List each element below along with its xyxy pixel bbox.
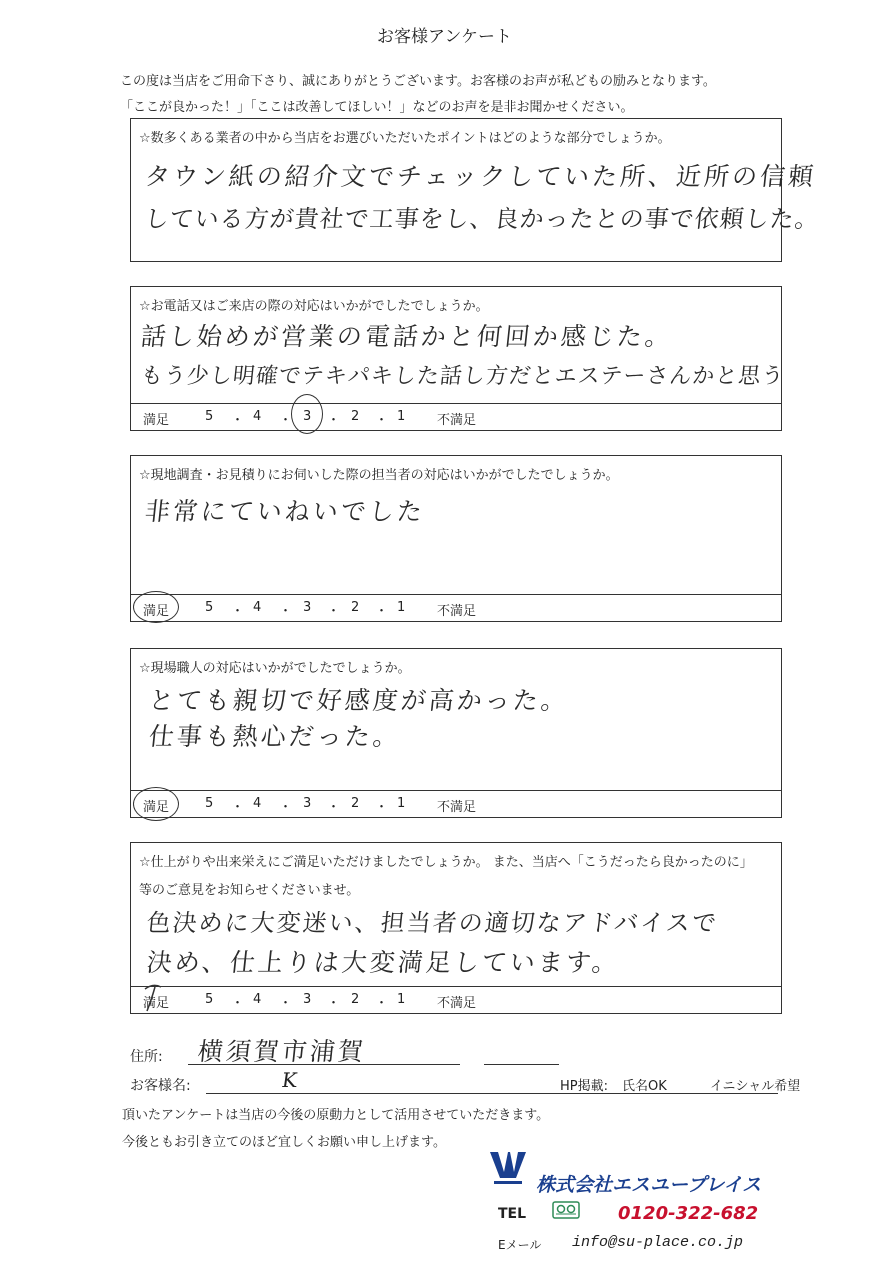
question-3-text: ☆現地調査・お見積りにお伺いした際の担当者の対応はいかがでしたでしょうか。: [139, 468, 619, 483]
footer-line-1: 頂いたアンケートは当店の今後の原動力として活用させていただきます。: [122, 1108, 550, 1123]
rating-dissatisfied-label: 不満足: [437, 604, 477, 619]
rating-satisfied-label: 満足: [143, 604, 170, 619]
rating-3: 3: [303, 992, 312, 1007]
rating-5: 5: [205, 600, 214, 615]
question-1-text: ☆数多くある業者の中から当店をお選びいただいたポイントはどのような部分でしょうか。: [139, 131, 671, 146]
rating-2: 2: [351, 796, 360, 811]
question-5-text: ☆仕上がりや出来栄えにご満足いただけましたでしょうか。 また、当店へ「こうだったら良かったのに」: [139, 855, 753, 870]
question-2-box: [130, 286, 786, 431]
rating-row-4: 満足 5 ・ 4 ・ 3 ・ 2 ・ 1 不満足: [131, 790, 781, 817]
check-mark-icon: [139, 979, 169, 1015]
answer-1-line-2: している方が貴社で工事をし、良かったとの事で依頼した。: [143, 205, 822, 233]
selected-rating-circle: [133, 591, 179, 623]
rating-5: 5: [205, 796, 214, 811]
customer-name-label: お客様名:: [130, 1078, 191, 1094]
rating-4: 4: [253, 409, 262, 424]
answer-5-line-2: 決め、仕上りは大変満足しています。: [145, 948, 622, 977]
intro-line-2: 「ここが良かった！」「ここは改善してほしい！」などのお声を是非お聞かせください。: [120, 100, 634, 115]
address-underline-2: [484, 1064, 559, 1065]
customer-name-value: K: [280, 1068, 299, 1092]
rating-dissatisfied-label: 不満足: [437, 800, 477, 815]
question-2-text: ☆お電話又はご来店の際の対応はいかがでしたでしょうか。: [139, 299, 489, 314]
answer-4-line-1: とても親切で好感度が高かった。: [147, 686, 571, 715]
selected-rating-circle: [133, 787, 179, 821]
question-4-text: ☆現場職人の対応はいかがでしたでしょうか。: [139, 661, 411, 676]
rating-satisfied-label: 満足: [143, 996, 170, 1011]
selected-rating-circle: [291, 394, 323, 434]
answer-1-line-1: タウン紙の紹介文でチェックしていた所、近所の信頼: [143, 162, 818, 191]
answer-2-line-2: もう少し明確でテキパキした話し方だとエステーさんかと思う: [139, 364, 786, 389]
hp-option-name-ok: 氏名OK: [622, 1079, 667, 1094]
question-5-text-line-2: 等のご意見をお知らせくださいませ。: [139, 883, 360, 898]
rating-row-3: 満足 5 ・ 4 ・ 3 ・ 2 ・ 1 不満足: [131, 594, 781, 621]
rating-5: 5: [205, 409, 214, 424]
tel-value[interactable]: 0120-322-682: [618, 1203, 759, 1224]
rating-row-2: 満足 5 ・ 4 ・ 3 ・ 2 ・ 1 不満足: [131, 403, 781, 430]
freedial-icon: [552, 1201, 580, 1219]
rating-row-5: 満足 5 ・ 4 ・ 3 ・ 2 ・ 1 不満足: [131, 986, 781, 1013]
answer-5-line-1: 色決めに大変迷い、担当者の適切なアドバイスで: [145, 909, 720, 937]
rating-satisfied-label: 満足: [143, 800, 170, 815]
question-3-box: [130, 455, 782, 622]
rating-3: 3: [303, 796, 312, 811]
rating-5: 5: [205, 992, 214, 1007]
rating-1: 1: [397, 992, 406, 1007]
rating-4: 4: [253, 992, 262, 1007]
answer-3-line-1: 非常にていねいでした: [143, 497, 427, 526]
company-name: 株式会社エスユープレイス: [536, 1174, 762, 1196]
rating-dissatisfied-label: 不満足: [437, 996, 477, 1011]
answer-4-line-2: 仕事も熱心だった。: [147, 722, 403, 751]
rating-4: 4: [253, 600, 262, 615]
hp-option-initial: イニシャル希望: [710, 1079, 801, 1094]
tel-label: TEL: [498, 1206, 527, 1222]
answer-2-line-1: 話し始めが営業の電話かと何回か感じた。: [139, 322, 675, 351]
rating-4: 4: [253, 796, 262, 811]
address-label: 住所:: [130, 1049, 163, 1065]
footer-line-2: 今後ともお引き立てのほど宜しくお願い申し上げます。: [122, 1135, 446, 1150]
rating-2: 2: [351, 409, 360, 424]
address-value: 横須賀市浦賀: [196, 1037, 368, 1066]
question-1-box: [130, 118, 822, 262]
rating-dissatisfied-label: 不満足: [437, 413, 477, 428]
rating-2: 2: [351, 600, 360, 615]
rating-1: 1: [397, 409, 406, 424]
page-title: お客様アンケート: [377, 27, 512, 47]
rating-1: 1: [397, 796, 406, 811]
rating-3: 3: [303, 600, 312, 615]
company-logo-icon: [486, 1148, 530, 1190]
customer-name-underline: [206, 1093, 778, 1094]
intro-line-1: この度は当店をご用命下さり、誠にありがとうございます。お客様のお声が私どもの励みとなります。: [120, 74, 716, 89]
email-value[interactable]: info@su-place.co.jp: [572, 1234, 744, 1251]
question-5-box: [130, 842, 782, 1014]
email-label: Eメール: [498, 1238, 542, 1252]
rating-2: 2: [351, 992, 360, 1007]
question-4-box: [130, 648, 782, 818]
rating-1: 1: [397, 600, 406, 615]
address-underline: [188, 1064, 460, 1065]
hp-label: HP掲載:: [560, 1079, 608, 1094]
rating-satisfied-label: 満足: [143, 413, 170, 428]
rating-3: 3: [303, 409, 312, 424]
